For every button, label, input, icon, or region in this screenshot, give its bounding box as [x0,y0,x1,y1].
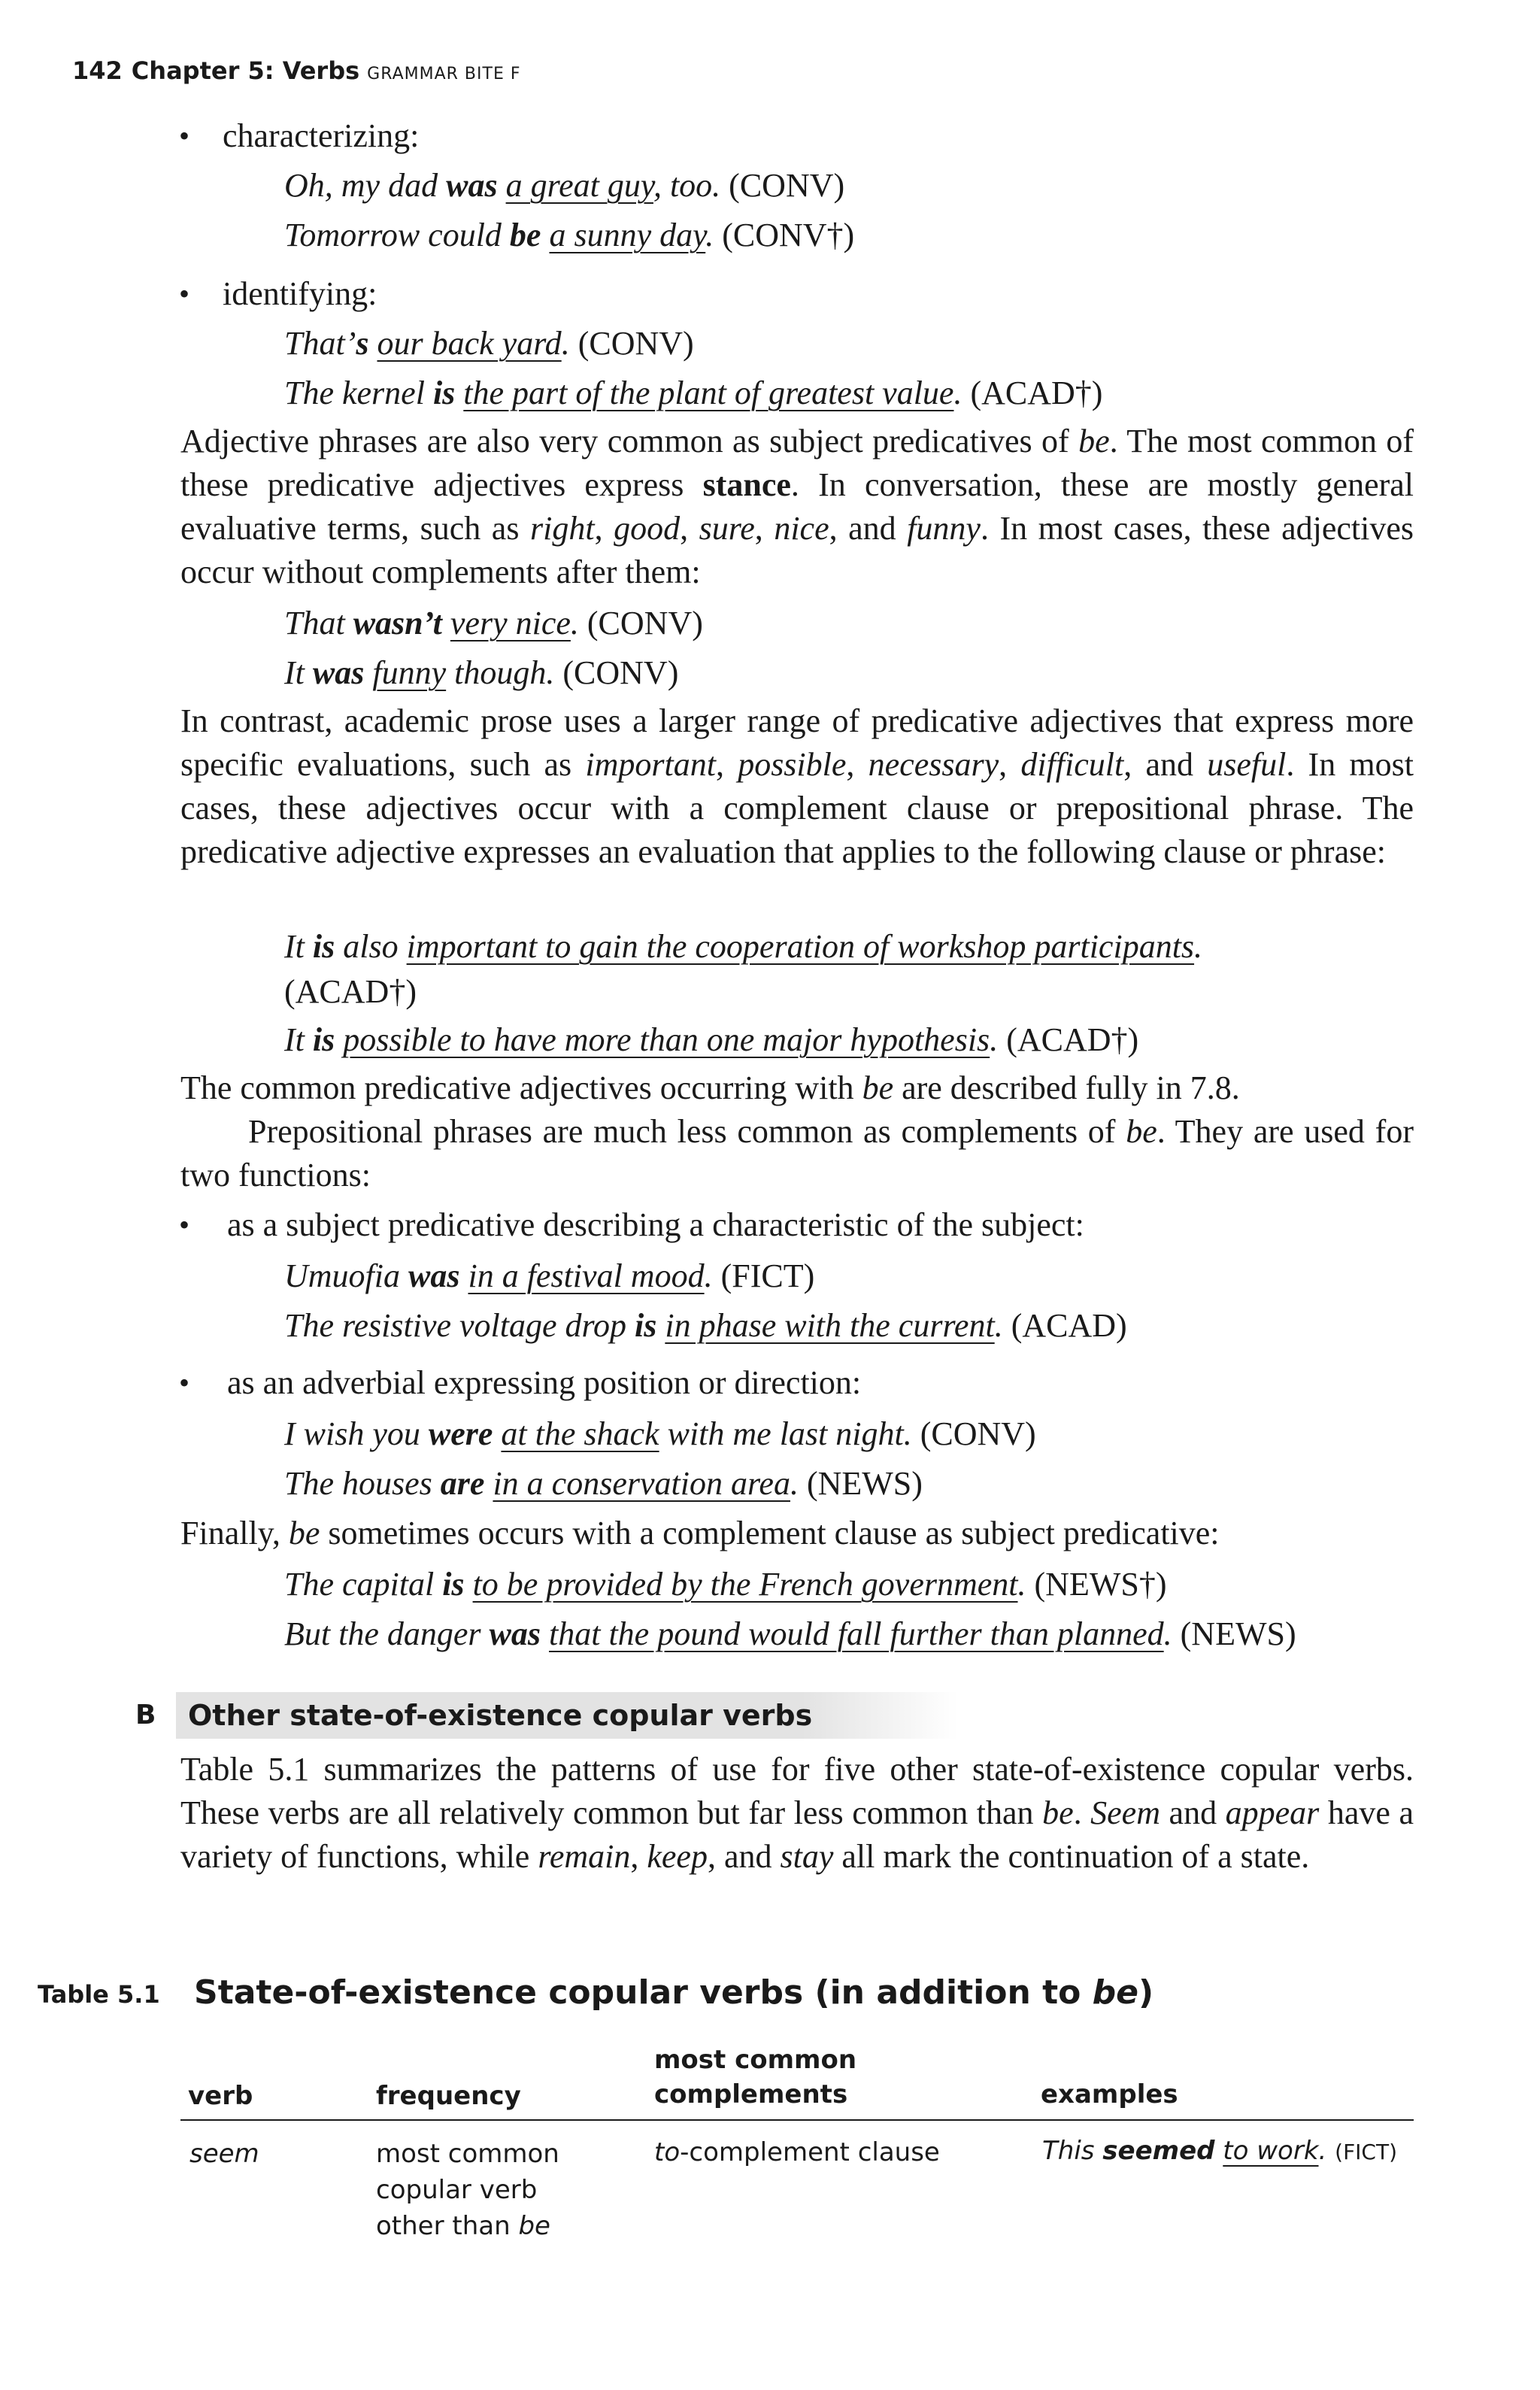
page-number: 142 [72,56,123,85]
bullet-icon: • [179,277,190,311]
table-header-rule [180,2119,1414,2121]
bullet-text: identifying: [223,275,377,312]
example-sentence: The capital is to be provided by the French government. (NEWS†) [284,1566,1167,1603]
example-sentence: That’s our back yard. (CONV) [284,325,694,362]
corpus-source: (ACAD†) [1006,1021,1139,1058]
example-sentence: The kernel is the part of the plant of greatest value. (ACAD†) [284,375,1103,411]
corpus-source: (ACAD) [1011,1307,1127,1344]
table-header-frequency: frequency [376,2081,521,2111]
example-sentence: The houses are in a conservation area. (NEWS) [284,1465,923,1502]
bullet-text: as an adverbial expressing position or direction: [227,1364,862,1401]
section-letter: B [135,1700,156,1730]
corpus-source: (ACAD†) [284,973,417,1010]
corpus-source: (FICT) [720,1257,815,1294]
corpus-source: (NEWS†) [1034,1566,1167,1603]
bullet-text: characterizing: [223,117,420,154]
corpus-source: (CONV) [920,1415,1036,1452]
example-sentence: Oh, my dad was a great guy, too. (CONV) [284,167,845,204]
table-cell-verb: seem [189,2139,259,2169]
table-header-complements: most common complements [654,2045,857,2109]
bullet-icon: • [179,1208,190,1242]
example-source-line [284,970,417,1014]
example-sentence: Tomorrow could be a sunny day. (CONV†) [284,217,855,253]
corpus-source: (CONV) [729,167,845,204]
table-cell-complements: to-complement clause [654,2137,940,2167]
paragraph-finally: Finally, be sometimes occurs with a complement clause as subject predicative: [180,1515,1220,1551]
example-sentence: It is possible to have more than one major hypothesis. (ACAD†) [284,1021,1139,1058]
bullet-icon: • [179,119,190,153]
example-sentence: The resistive voltage drop is in phase with the current. (ACAD) [284,1307,1127,1344]
corpus-source: (ACAD†) [970,375,1103,411]
example-sentence: It was funny though. (CONV) [284,654,679,691]
paragraph-prepositional-phrases: Prepositional phrases are much less common as complements of be. They are used for two functions: [180,1113,1414,1193]
example-sentence: But the danger was that the pound would fall further than planned. (NEWS) [284,1615,1296,1652]
section-title: Other state-of-existence copular verbs [188,1699,813,1732]
example-sentence: I wish you were at the shack with me last night. (CONV) [284,1415,1036,1452]
grammar-bite-label: GRAMMAR BITE F [367,65,521,83]
corpus-source: (CONV) [587,605,703,641]
running-header [72,51,521,90]
corpus-source: (FICT) [1335,2140,1398,2164]
corpus-source: (NEWS) [1180,1615,1296,1652]
example-sentence: Umuofia was in a festival mood. (FICT) [284,1257,815,1294]
paragraph-table-intro: Table 5.1 summarizes the patterns of use for five other state-of-existence copular verbs. These verbs are all relatively common but far less common than be. Seem and appear have a variety of functions, while remain, keep, and stay all mark the continuation of a state. [180,1751,1414,1875]
bullet-text: as a subject predicative describing a characteristic of the subject: [227,1206,1084,1243]
corpus-source: (NEWS) [806,1465,923,1502]
table-header-verb: verb [188,2081,253,2111]
table-header-examples: examples [1041,2079,1178,2109]
corpus-source: (CONV) [578,325,694,362]
table-cell-frequency: most common copular verb other than be [376,2139,559,2241]
example-sentence: It is also important to gain the cooperation of workshop participants. [284,928,1203,965]
table-cell-example: This seemed to work. (FICT) [1042,2136,1398,2166]
table-title: State-of-existence copular verbs (in addition to be) [194,1973,1154,2012]
paragraph-academic-contrast: In contrast, academic prose uses a larger range of predicative adjectives that express more specific evaluations, such as important, possible, necessary, difficult, and useful. In most cases, these adjectives occur with a complement clause or prepositional phrase. The predicative adjective expresses an evaluation that applies to the following clause or phrase: [180,702,1414,870]
corpus-source: (CONV†) [722,217,855,253]
paragraph-adjective-phrases: Adjective phrases are also very common as subject predicatives of be. The most common of these predicative adjectives express stance. In conversation, these are mostly general evaluative terms, such as right, good, sure, nice, and funny. In most cases, these adjectives occur without complements after them: [180,423,1414,590]
bullet-icon: • [179,1366,190,1400]
table-label: Table 5.1 [38,1980,160,2009]
corpus-source: (CONV) [562,654,679,691]
paragraph-common-predicatives: The common predicative adjectives occurring with be are described fully in 7.8. [180,1069,1240,1106]
chapter-title: Chapter 5: Verbs [131,56,360,85]
example-sentence: That wasn’t very nice. (CONV) [284,605,703,641]
